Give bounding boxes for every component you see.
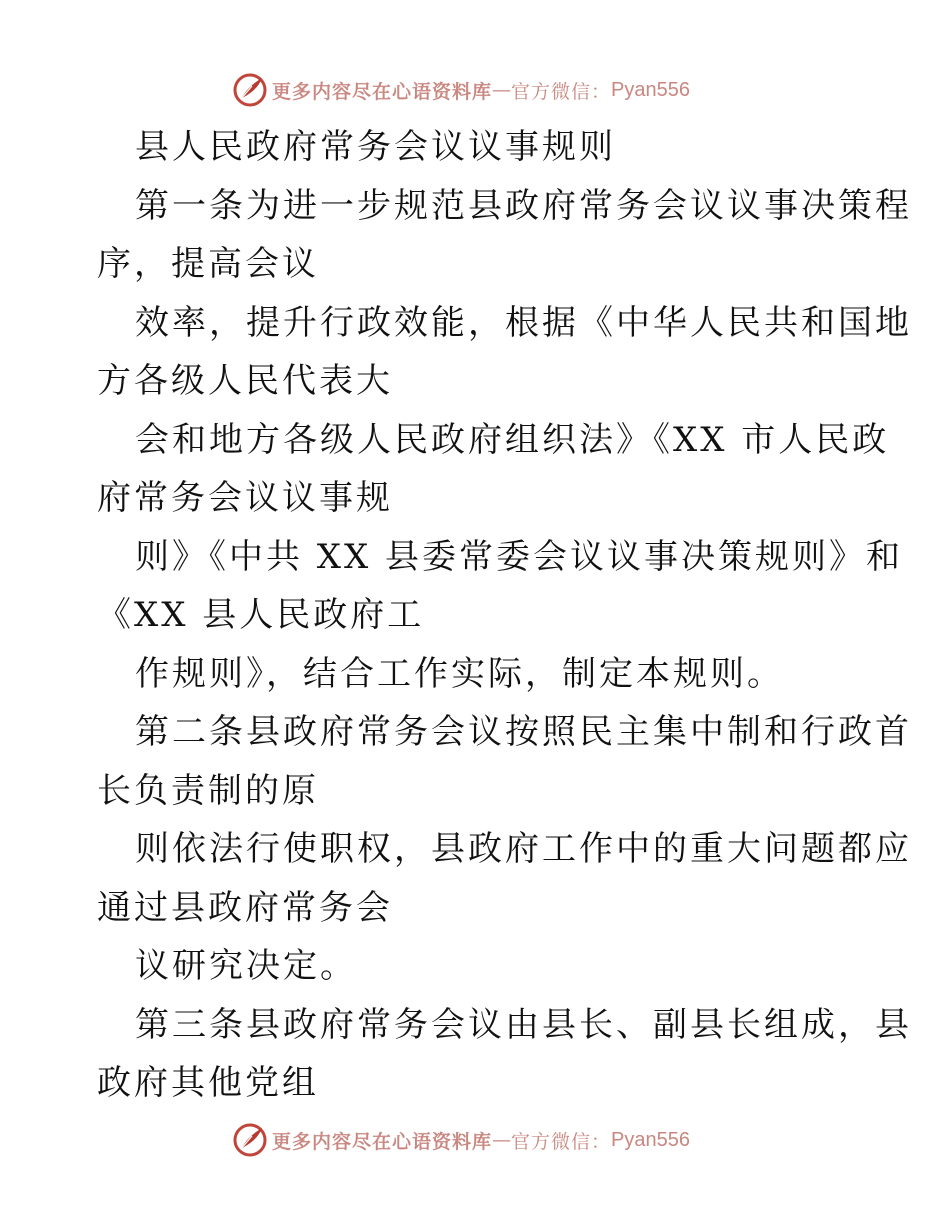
watermark-wechat-label: 官方微信： (511, 1130, 612, 1153)
feather-pen-circle-icon (232, 72, 268, 108)
document-line: 《XX 县人民政府工 (97, 595, 425, 635)
document-body (97, 118, 912, 1113)
document-line: 第一条为进一步规范县政府常务会议议事决策程 (135, 185, 912, 226)
document-line: 则依法行使职权，县政府工作中的重大问题都应 (135, 829, 912, 869)
feather-pen-circle-icon (232, 1122, 268, 1158)
document-title: 县人民政府常务会议议事规则 (135, 127, 616, 167)
document-line: 长负责制的原 (97, 770, 319, 811)
document-line: 第三条县政府常务会议由县长、副县长组成，县 (135, 1004, 912, 1045)
watermark-separator: — (492, 79, 512, 101)
document-line: 通过县政府常务会 (97, 887, 393, 928)
document-line: 第二条县政府常务会议按照民主集中制和行政首 (135, 712, 912, 752)
watermark-wechat-id: Pyan556 (611, 78, 690, 101)
document-line: 作规则》，结合工作实际，制定本规则。 (135, 653, 784, 694)
watermark-banner-bottom (232, 1120, 690, 1160)
watermark-wechat-id: Pyan556 (611, 1128, 690, 1151)
watermark-brand: 更多内容尽在心语资料库 (272, 1130, 493, 1153)
document-line: 方各级人民代表大 (97, 361, 393, 401)
document-line: 议研究决定。 (135, 946, 357, 986)
document-line: 府常务会议议事规 (97, 478, 393, 518)
watermark-brand: 更多内容尽在心语资料库 (272, 80, 493, 103)
watermark-separator: — (492, 1129, 512, 1151)
document-line: 会和地方各级人民政府组织法》《XX 市人民政 (135, 419, 890, 460)
document-line: 则》《中共 XX 县委常委会议议事决策规则》和 (135, 536, 904, 577)
document-line: 效率，提升行政效能，根据《中华人民共和国地 (135, 302, 912, 343)
watermark-wechat-label: 官方微信： (511, 80, 612, 103)
watermark-banner-top (232, 70, 690, 110)
document-line: 政府其他党组 (97, 1063, 319, 1103)
document-line: 序，提高会议 (97, 244, 319, 284)
